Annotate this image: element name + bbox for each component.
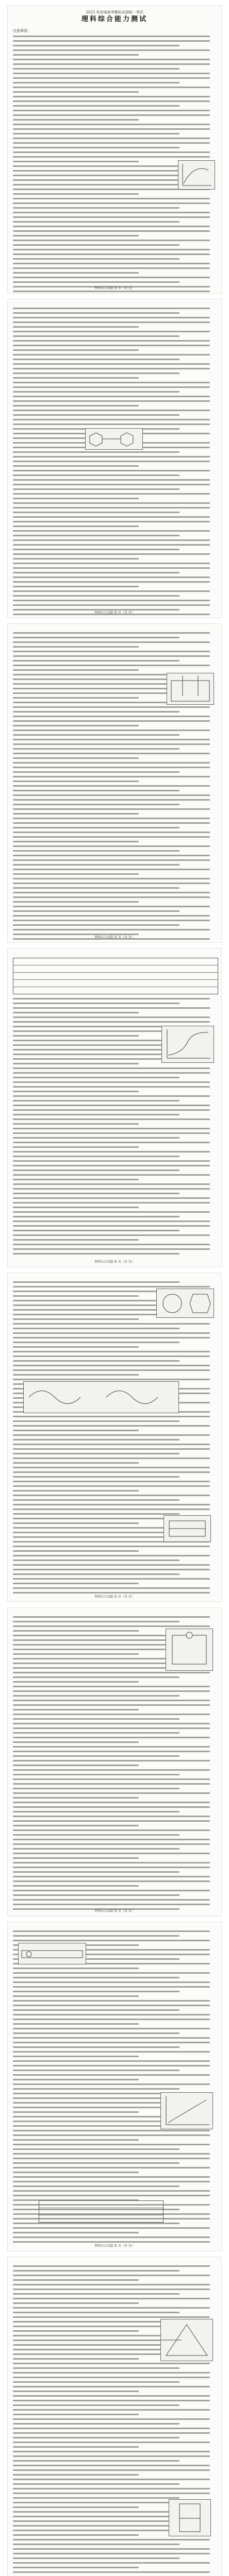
page-footer: 理科综合试题 第 页（共 页） — [94, 1595, 135, 1599]
exam-page-5 — [7, 1273, 222, 1602]
experiment-table — [13, 958, 218, 994]
page-footer: 理科综合试题 第 页（共 页） — [94, 936, 135, 939]
cylinder-figure — [169, 2499, 211, 2536]
exam-page-2 — [7, 299, 222, 618]
apparatus-figure — [18, 1943, 86, 1964]
page-footer: 理科综合试题 第 页（共 页） — [94, 611, 135, 615]
exam-page-8 — [7, 2257, 222, 2576]
page-footer: 理科综合试题 第 页（共 页） — [94, 1260, 135, 1264]
page-footer: 理科综合试题 第 页（共 页） — [94, 2244, 135, 2248]
graph-figure — [160, 2092, 213, 2129]
curve-figure — [178, 160, 215, 190]
exam-page-6 — [7, 1607, 222, 1917]
exam-header: 2022 年济南高考模拟全国统一考试 — [86, 10, 143, 14]
field-figure — [163, 1515, 211, 1542]
exam-page-7 — [7, 1922, 222, 2251]
titration-curve-figure — [161, 1026, 214, 1063]
exam-page-1 — [7, 5, 222, 294]
exam-title: 理科综合能力测试 — [81, 15, 148, 23]
data-table — [39, 2200, 163, 2223]
page-footer: 理科综合试题 第 页（共 页） — [94, 286, 135, 290]
mechanics-figure — [156, 1289, 214, 1318]
molecule-figure — [85, 428, 143, 450]
optics-figure — [160, 2319, 213, 2361]
waveform-figure — [23, 1381, 179, 1413]
circuit-figure — [166, 1629, 213, 1671]
exam-page-4 — [7, 948, 222, 1267]
electrolysis-figure — [167, 673, 214, 705]
question-text-block — [13, 1281, 216, 1597]
exam-page-3 — [7, 623, 222, 943]
notice-label: 注意事项： — [13, 29, 31, 33]
question-text-block — [13, 1930, 216, 2246]
page-footer: 理科综合试题 第 页（共 页） — [94, 1909, 135, 1913]
question-text-block — [13, 308, 216, 618]
